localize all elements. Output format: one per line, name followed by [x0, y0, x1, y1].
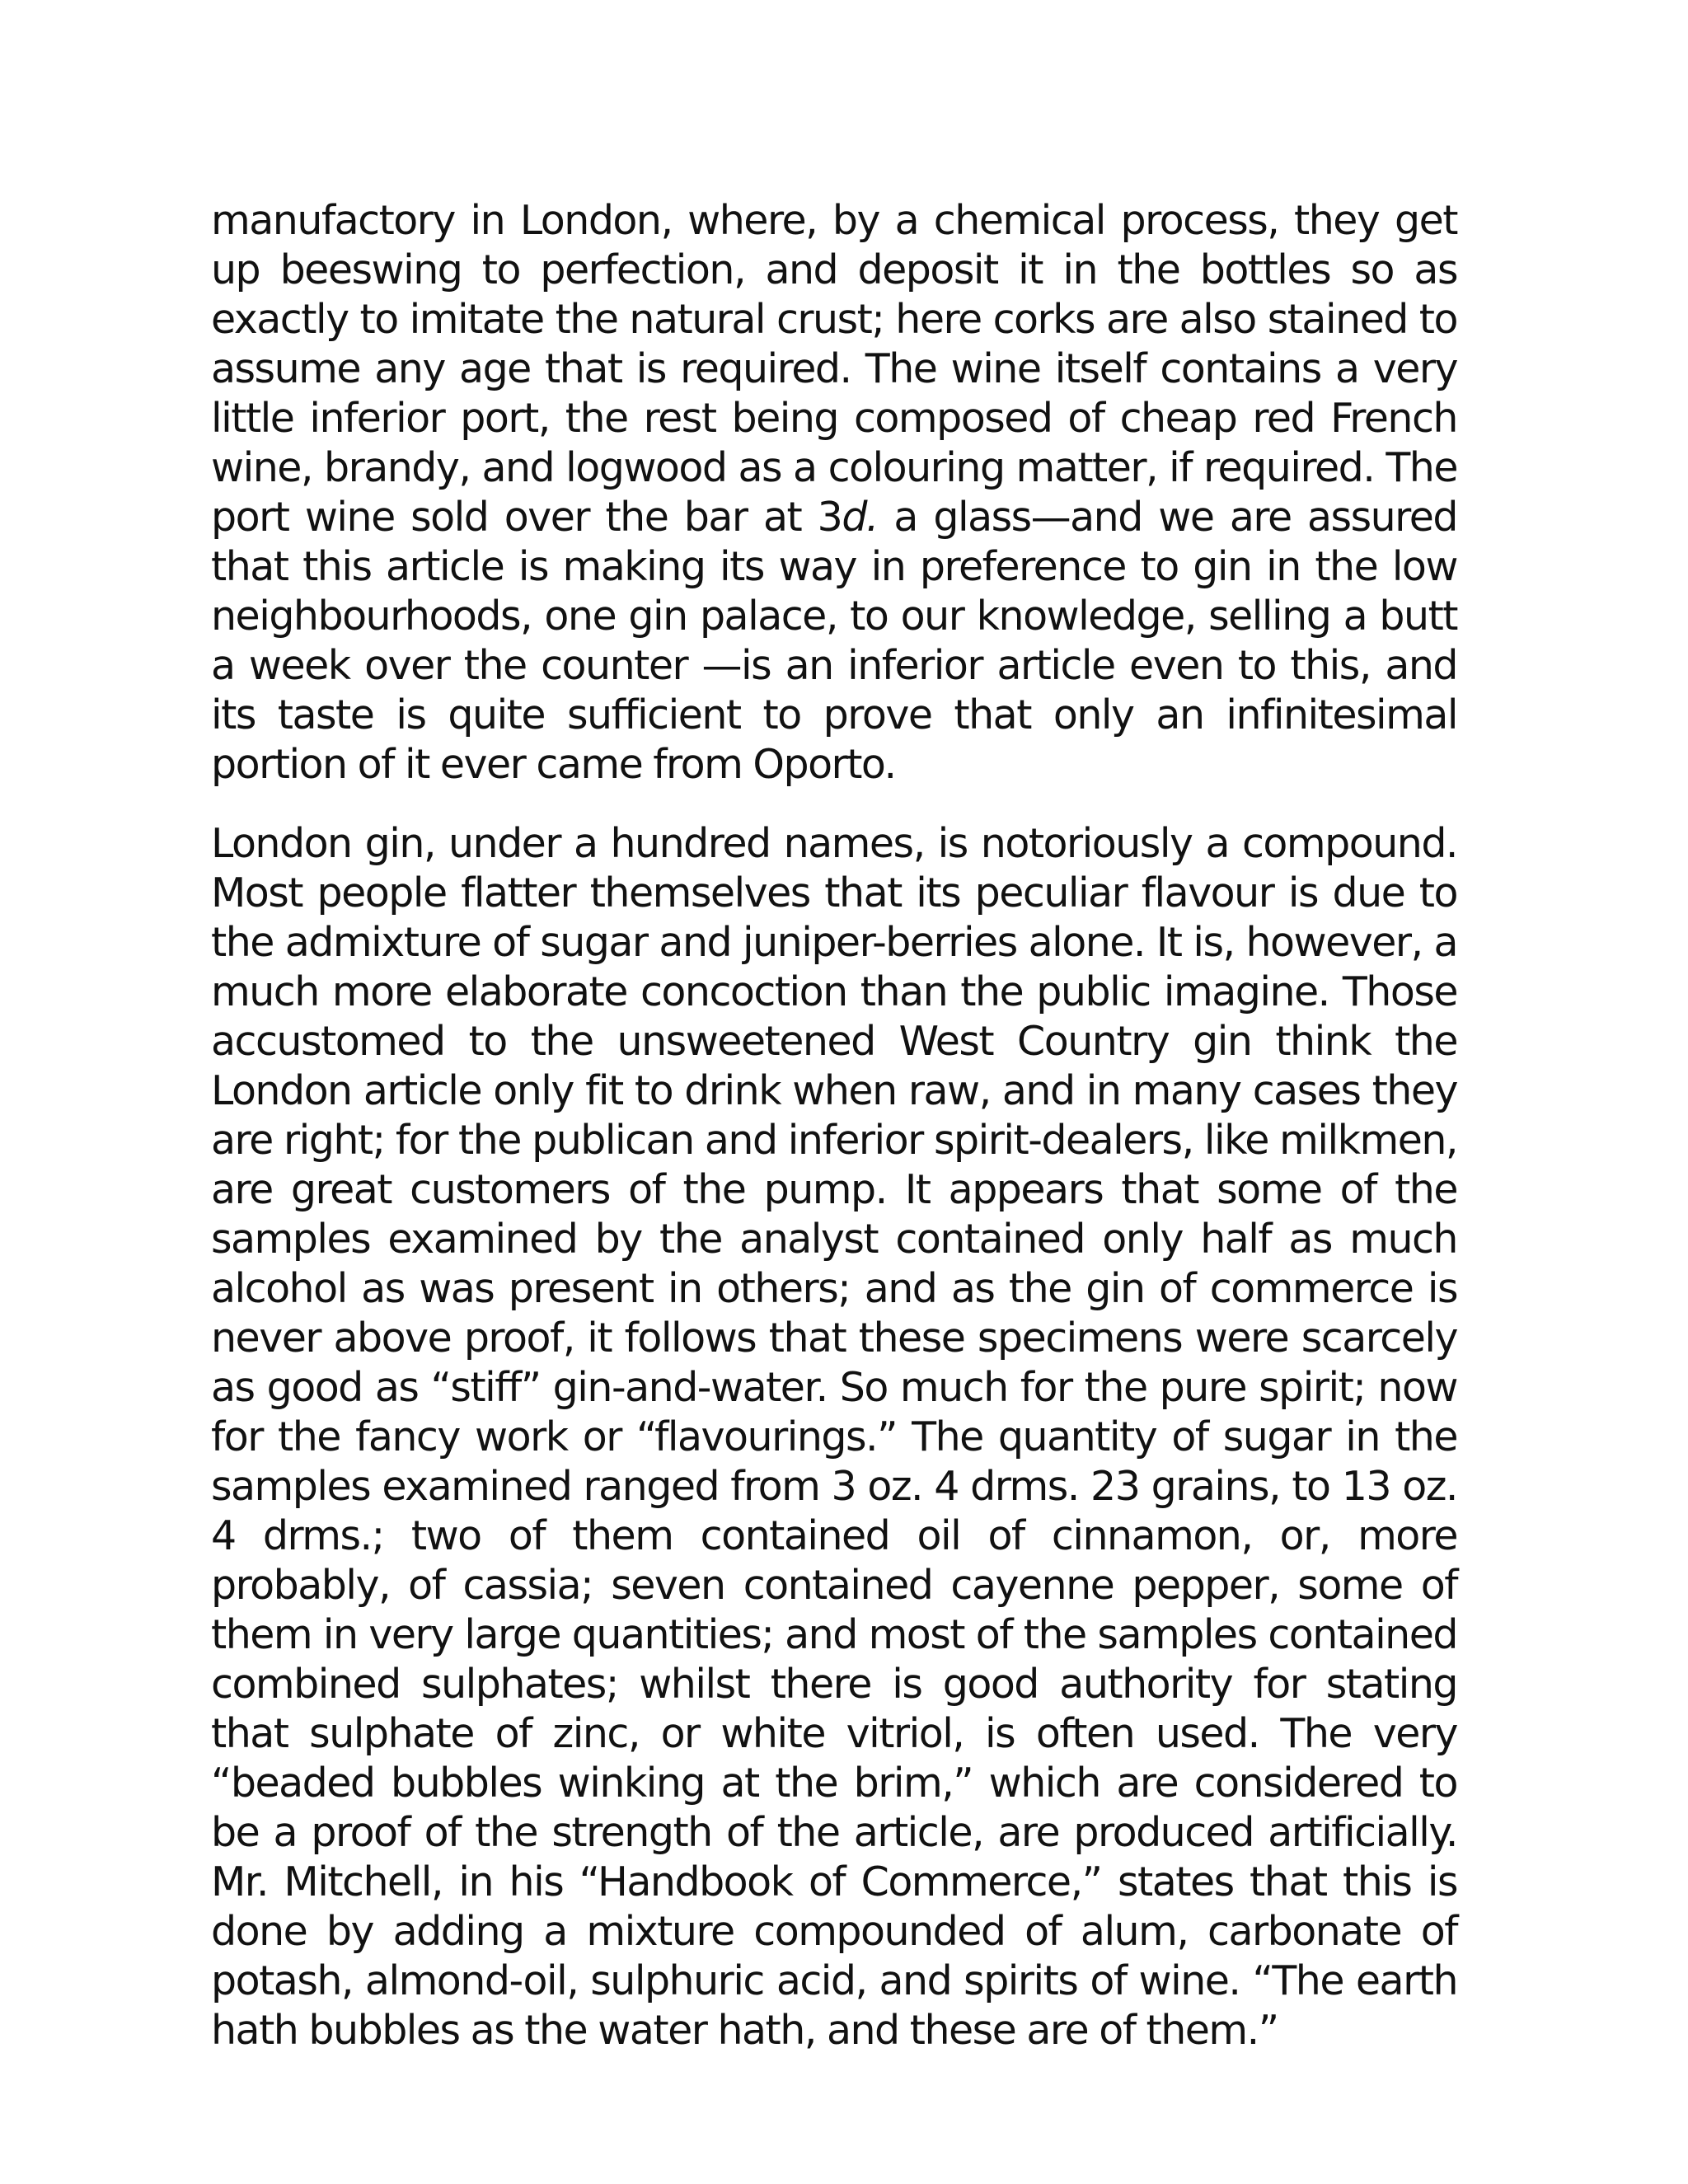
paragraph-text-continued: a glass—and we are assured that this article is making its way in preference to gin in the low neighbourhoods, one gin palace, to our knowledge, selling a butt a week over the counter —is an inferior article even to this, and its taste is quite sufficient to prove that only an infinitesimal portion of it ever came from Oporto.	[211, 494, 1457, 788]
paragraph-text: manufactory in London, where, by a chemical process, they get up beeswing to perfection, and deposit it in the bottles so as exactly to imitate the natural crust; here corks are also stained to assume any age that is required. The wine itself contains a very little inferior port, the rest being composed of cheap red French wine, brandy, and logwood as a colouring matter, if required. The port wine sold over the bar at 3	[211, 197, 1457, 541]
italic-pence-abbrev: d.	[842, 494, 878, 541]
paragraph-london-gin: London gin, under a hundred names, is notoriously a compound. Most people flatter themselves that its peculiar flavour is due to the admixture of sugar and juniper-berries alone. It is, however, a much more elaborate concoction than the public imagine. Those accustomed to the unsweetened West Country gin think the London article only fit to drink when raw, and in many cases they are right; for the publican and inferior spirit-dealers, like milkmen, are great customers of the pump. It appears that some of the samples examined by the analyst contained only half as much alcohol as was present in others; and as the gin of commerce is never above proof, it follows that these specimens were scarcely as good as “stiff” gin-and-water. So much for the pure spirit; now for the fancy work or “flavourings.” The quantity of sugar in the samples examined ranged from 3 oz. 4 drms. 23 grains, to 13 oz. 4 drms.; two of them contained oil of cinnamon, or, more probably, of cassia; seven contained cayenne pepper, some of them in very large quantities; and most of the samples contained combined sulphates; whilst there is good authority for stating that sulphate of zinc, or white vitriol, is often used. The very “beaded bubbles winking at the brim,” which are considered to be a proof of the strength of the article, are produced artificially. Mr. Mitchell, in his “Handbook of Commerce,” states that this is done by adding a mixture compounded of alum, carbonate of potash, almond-oil, sulphuric acid, and spirits of wine. “The earth hath bubbles as the water hath, and these are of them.”	[211, 820, 1457, 2054]
paragraph-port-wine	[211, 196, 1457, 790]
page-body	[211, 196, 1457, 2055]
